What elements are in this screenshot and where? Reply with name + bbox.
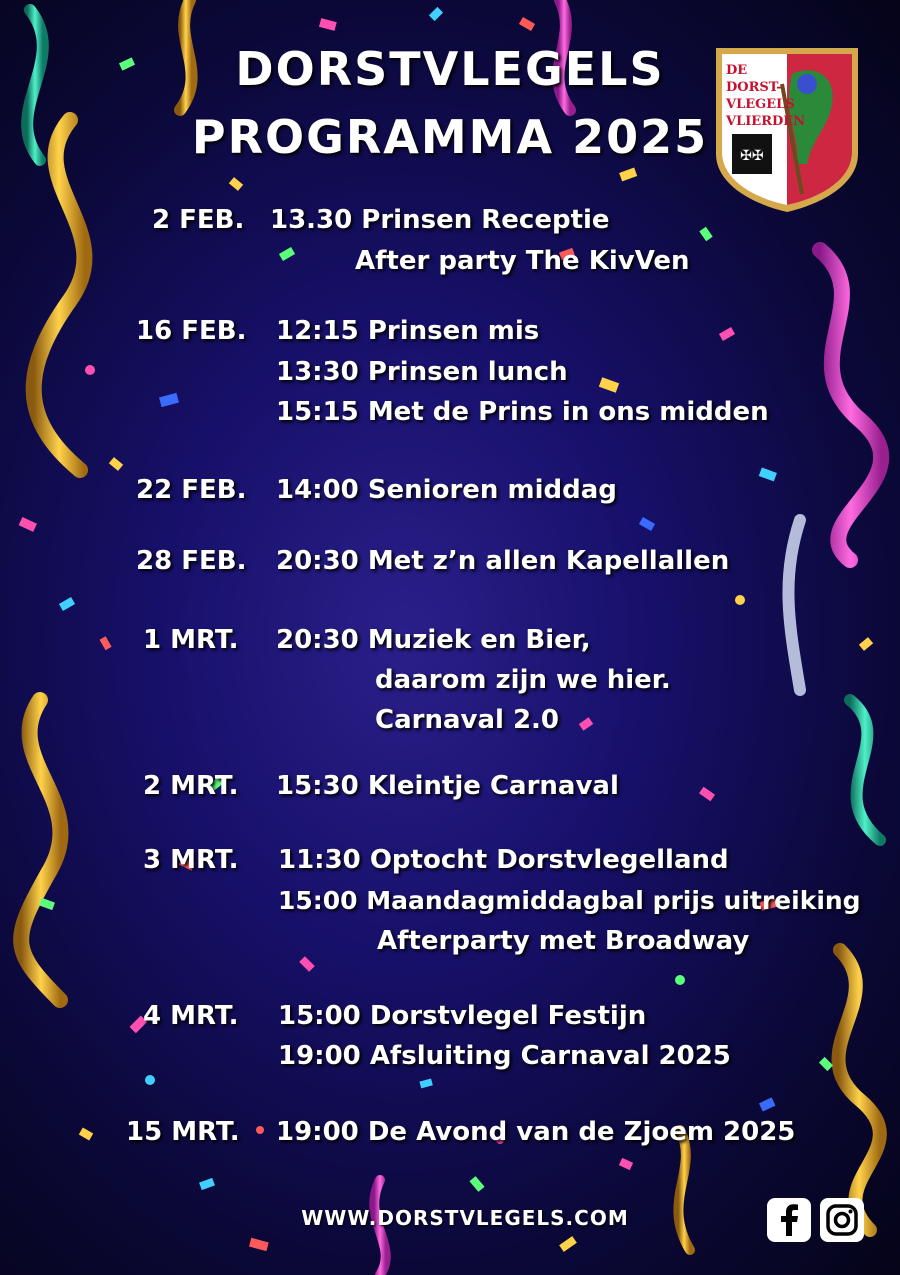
event-line: daarom zijn we hier.: [375, 665, 671, 695]
event-line: 15:00 Maandagmiddagbal prijs uitreiking: [278, 886, 861, 915]
event-date: 28 FEB.: [136, 546, 247, 576]
event-date: 1 MRT.: [143, 625, 239, 655]
logo-text-4: VLIERDEN: [726, 114, 806, 129]
event-line: 19:00 De Avond van de Zjoem 2025: [276, 1117, 796, 1147]
event-line: 11:30 Optocht Dorstvlegelland: [278, 845, 729, 875]
facebook-icon[interactable]: [767, 1198, 811, 1242]
event-line: 13.30 Prinsen Receptie: [270, 205, 610, 235]
logo-text-3: VLEGELS: [726, 97, 795, 112]
event-line: After party The KivVen: [355, 246, 690, 276]
logo-text-1: DE: [726, 63, 748, 78]
event-line: 19:00 Afsluiting Carnaval 2025: [278, 1041, 731, 1071]
event-line: 15:15 Met de Prins in ons midden: [276, 397, 769, 427]
event-line: 12:15 Prinsen mis: [276, 316, 540, 346]
event-date: 3 MRT.: [143, 845, 239, 875]
event-line: Carnaval 2.0: [375, 705, 560, 735]
event-line: 13:30 Prinsen lunch: [276, 357, 568, 387]
event-date: 22 FEB.: [136, 475, 247, 505]
instagram-icon[interactable]: [820, 1198, 864, 1242]
event-date: 2 FEB.: [152, 205, 245, 235]
event-line: 20:30 Met z’n allen Kapellallen: [276, 546, 730, 576]
event-date: 4 MRT.: [143, 1001, 239, 1031]
event-line: 15:00 Dorstvlegel Festijn: [278, 1001, 647, 1031]
event-date: 2 MRT.: [143, 771, 239, 801]
website-link[interactable]: WWW.DORSTVLEGELS.COM: [301, 1206, 629, 1230]
event-line: 14:00 Senioren middag: [276, 475, 617, 505]
event-line: 15:30 Kleintje Carnaval: [276, 771, 619, 801]
page-subtitle: PROGRAMMA 2025: [191, 110, 709, 164]
event-date: 16 FEB.: [136, 316, 247, 346]
event-line: 20:30 Muziek en Bier,: [276, 625, 591, 655]
event-date: 15 MRT.: [126, 1117, 240, 1147]
logo-text-2: DORST-: [726, 80, 782, 95]
event-line: Afterparty met Broadway: [377, 926, 750, 956]
page-title: DORSTVLEGELS: [235, 42, 665, 96]
svg-text:✠✠: ✠✠: [740, 148, 764, 164]
